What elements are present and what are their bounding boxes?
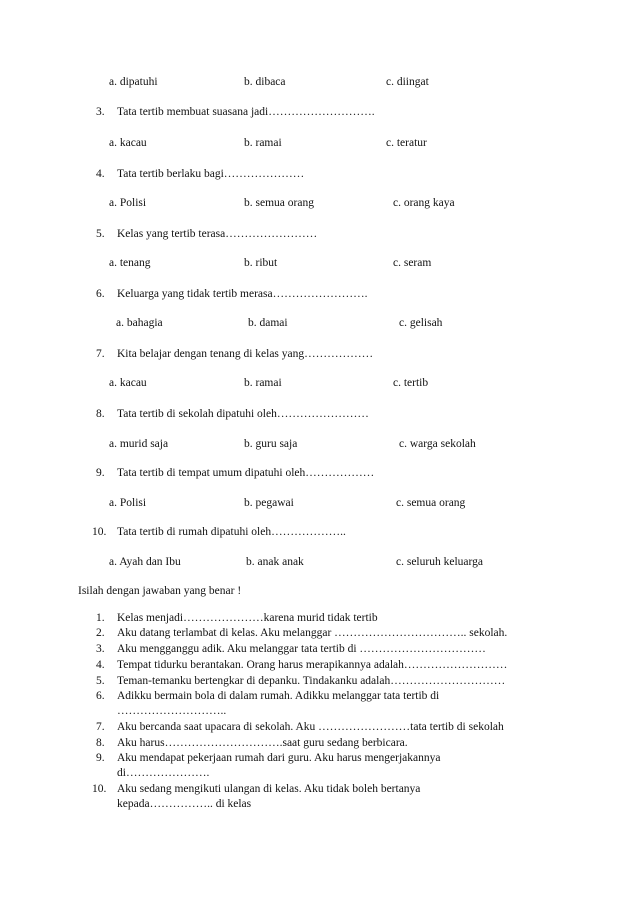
option-b: b. ribut <box>244 257 278 269</box>
question-number: 6. <box>96 288 105 300</box>
question-text: Aku mendapat pekerjaan rumah dari guru. Aku harus mengerjakannya <box>117 752 441 764</box>
question-text: Kelas menjadi…………………karena murid tidak tertib <box>117 612 378 624</box>
option-a: a. murid saja <box>109 438 169 450</box>
question-number: 3. <box>96 643 105 655</box>
option-a: a. dipatuhi <box>109 76 158 88</box>
option-c: c. tertib <box>393 377 429 389</box>
question-text: Kelas yang tertib terasa…………………… <box>117 228 318 240</box>
option-c: c. diingat <box>386 76 429 88</box>
question-text: Tata tertib di sekolah dipatuhi oleh…………………… <box>117 408 369 420</box>
question-text: Aku sedang mengikuti ulangan di kelas. Aku tidak boleh bertanya <box>117 783 421 795</box>
question-number: 9. <box>96 467 105 479</box>
option-b: b. guru saja <box>244 438 298 450</box>
option-b: b. ramai <box>244 137 282 149</box>
question-number: 10. <box>92 526 107 538</box>
question-number: 7. <box>96 348 105 360</box>
question-text: Aku mengganggu adik. Aku melanggar tata tertib di …………………………… <box>117 643 486 655</box>
option-b: b. dibaca <box>244 76 286 88</box>
option-c: c. warga sekolah <box>399 438 476 450</box>
question-text: Teman-temanku bertengkar di depanku. Tindakanku adalah………………………… <box>117 675 506 687</box>
option-b: b. semua orang <box>244 197 314 209</box>
option-a: a. bahagia <box>116 317 163 329</box>
question-number: 6. <box>96 690 105 702</box>
option-b: b. pegawai <box>244 497 294 509</box>
question-number: 4. <box>96 168 105 180</box>
question-text: Tata tertib di rumah dipatuhi oleh……………….. <box>117 526 346 538</box>
question-text-continued: ……………………….. <box>117 705 227 717</box>
option-c: c. semua orang <box>396 497 466 509</box>
option-c: c. orang kaya <box>393 197 455 209</box>
question-number: 8. <box>96 408 105 420</box>
question-text: Aku bercanda saat upacara di sekolah. Aku ……………………tata tertib di sekolah <box>117 721 504 733</box>
question-number: 10. <box>92 783 107 795</box>
question-text: Aku harus………………………….saat guru sedang berbicara. <box>117 737 408 749</box>
question-text: Keluarga yang tidak tertib merasa……………………. <box>117 288 368 300</box>
question-number: 1. <box>96 612 105 624</box>
option-a: a. Ayah dan Ibu <box>109 556 181 568</box>
question-text: Tata tertib di tempat umum dipatuhi oleh……………… <box>117 467 375 479</box>
question-text-continued: di…………………. <box>117 767 210 779</box>
question-text: Tata tertib membuat suasana jadi………………………. <box>117 106 375 118</box>
option-c: c. seram <box>393 257 432 269</box>
question-number: 5. <box>96 675 105 687</box>
section-title: Isilah dengan jawaban yang benar ! <box>78 585 242 597</box>
option-c: c. seluruh keluarga <box>396 556 483 568</box>
option-a: a. kacau <box>109 377 147 389</box>
option-c: c. gelisah <box>399 317 443 329</box>
option-a: a. kacau <box>109 137 147 149</box>
option-b: b. anak anak <box>246 556 304 568</box>
option-a: a. Polisi <box>109 497 147 509</box>
question-number: 9. <box>96 752 105 764</box>
question-text-continued: kepada…………….. di kelas <box>117 798 252 810</box>
question-number: 8. <box>96 737 105 749</box>
question-number: 3. <box>96 106 105 118</box>
option-b: b. damai <box>248 317 288 329</box>
question-number: 7. <box>96 721 105 733</box>
question-text: Tempat tidurku berantakan. Orang harus merapikannya adalah……………………… <box>117 659 508 671</box>
question-number: 2. <box>96 627 105 639</box>
question-text: Kita belajar dengan tenang di kelas yang……………… <box>117 348 374 360</box>
option-a: a. tenang <box>109 257 151 269</box>
option-a: a. Polisi <box>109 197 147 209</box>
question-text: Aku datang terlambat di kelas. Aku melanggar …………………………….. sekolah. <box>117 627 508 639</box>
question-text: Tata tertib berlaku bagi………………… <box>117 168 305 180</box>
question-number: 4. <box>96 659 105 671</box>
option-c: c. teratur <box>386 137 427 149</box>
question-number: 5. <box>96 228 105 240</box>
question-text: Adikku bermain bola di dalam rumah. Adikku melanggar tata tertib di <box>117 690 440 702</box>
option-b: b. ramai <box>244 377 282 389</box>
